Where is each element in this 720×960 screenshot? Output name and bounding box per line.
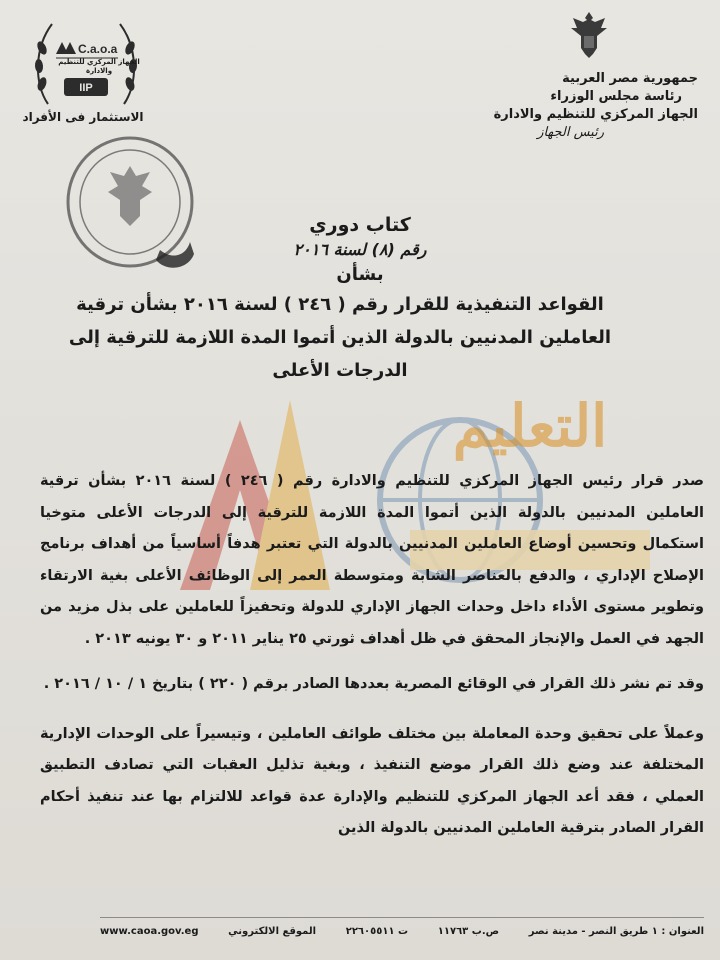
watermark-text: التعليم — [452, 392, 608, 460]
letterhead-cabinet: رئاسة مجلس الوزراء — [550, 89, 682, 104]
footer-website: www.caoa.gov.eg — [100, 925, 199, 937]
logo-motto: الاستثمار فى الأفراد — [22, 110, 144, 124]
footer-address: العنوان : ١ طريق النصر - مدينة نصر — [528, 925, 704, 937]
document-heading — [68, 212, 630, 387]
document-body — [40, 466, 704, 859]
letterhead-agency: الجهاز المركزي للتنظيم والادارة — [493, 107, 698, 122]
footer-website-label: الموقع الالكتروني — [228, 925, 317, 937]
document-type: كتاب دوري — [309, 214, 411, 236]
body-paragraph-2: وقد تم نشر ذلك القرار في الوقائع المصرية بعددها الصادر برقم ( ٢٢٠ ) بتاريخ ١ / ١٠ / ٢٠١٦ . — [43, 676, 704, 692]
body-paragraph-1: صدر قرار رئيس الجهاز المركزي للتنظيم والادارة رقم ( ٢٤٦ ) لسنة ٢٠١٦ بشأن ترقية العاملين المدنيين بالدولة الذين أتموا المدة اللازمة للترقية إلى الدرجات الأعلى متوخيا استكمال وتحسين أوضاع العاملين المدنيين بالدولة التي تعتبر هدفاً أساسياً من أهداف برنامج الإصلاح الإداري ، والدفع بالعناصر الشابة ومتوسطة العمر إلى الوظائف الأعلى بغية الارتقاء وتطوير مستوى الأداء داخل وحدات الجهاز الإداري للدولة وتحفيزاً للعاملين على بذل مزيد من الجهد في العمل والإنجاز المحقق في ظل أهداف ثورتي ٢٥ يناير ٢٠١١ و ٣٠ يونيه ٢٠١٣ . — [40, 473, 705, 647]
footer-phone: ت ٢٢٦٠٥٥١١ — [345, 925, 409, 937]
logo-subtitle: الجهاز المركزي للتنظيم والادارة — [58, 58, 140, 75]
document-footer — [100, 917, 704, 940]
footer-pobox: ص.ب ١١٧٦٣ — [437, 925, 500, 937]
letterhead-country: جمهورية مصر العربية — [562, 71, 698, 86]
document-subject: القواعد التنفيذية للقرار رقم ( ٢٤٦ ) لسنة ٢٠١٦ بشأن ترقية العاملين المدنيين بالدولة الذين أتموا المدة اللازمة للترقية إلى الدرجات الأعلى — [68, 294, 612, 381]
body-paragraph-3: وعملاً على تحقيق وحدة المعاملة بين مختلف طوائف العاملين ، وتيسيراً على الوحدات الإدارية المختلفة عند وضع ذلك القرار موضع التنفيذ ، وبغية تذليل العقبات التي تصادف التطبيق العملي ، فقد أعد الجهاز المركزي للتنظيم والإدارة عدة قواعد للالتزام بها عند تنفيذ أحكام القرار الصادر بترقية العاملين المدنيين بالدولة الذين — [40, 725, 704, 836]
document-number: رقم (٨) لسنة ٢٠١٦ — [293, 240, 427, 259]
svg-text:C.a.o.a: C.a.o.a — [78, 42, 118, 56]
letterhead — [474, 8, 704, 142]
eagle-emblem-icon — [567, 8, 611, 60]
svg-text:IIP: IIP — [79, 82, 93, 94]
letterhead-role: رئيس الجهاز — [537, 125, 604, 140]
regarding-label: بشأن — [336, 264, 384, 285]
